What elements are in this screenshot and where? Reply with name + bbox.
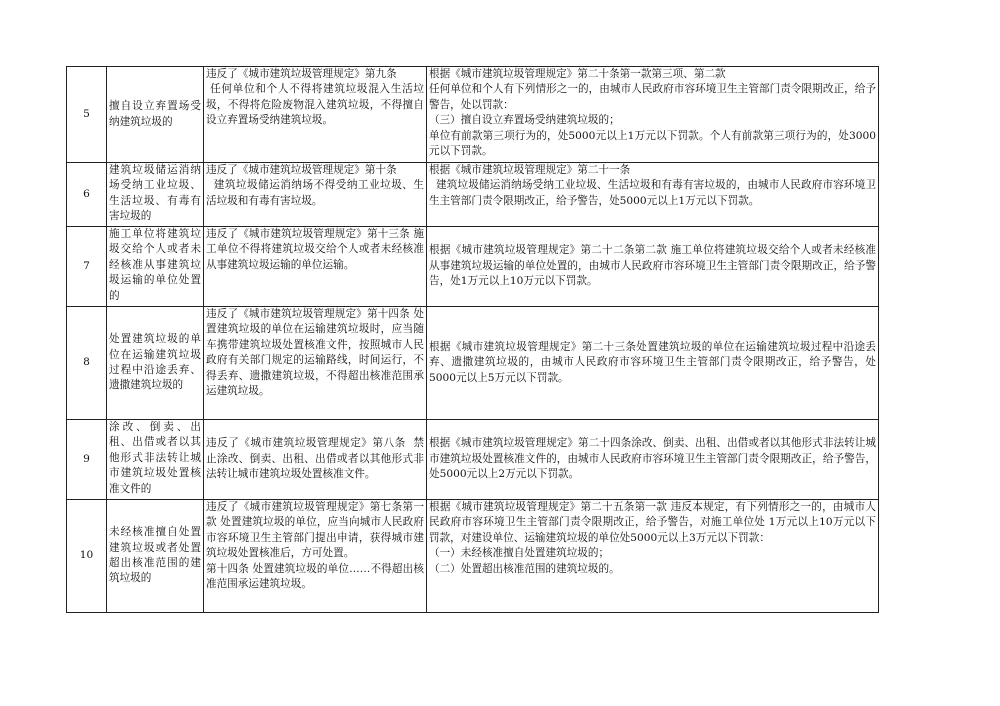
table-row — [67, 67, 879, 163]
violated-provision — [204, 500, 427, 613]
violation-item: 处置建筑垃圾的单位在运输建筑垃圾过程中沿途丢弃、遗撒建筑垃圾的 — [107, 307, 204, 420]
penalty-basis — [427, 163, 879, 227]
row-number: 7 — [67, 227, 107, 307]
provision-line: 违反了《城市建筑垃圾管理规定》第九条 — [206, 68, 397, 80]
table-row — [67, 227, 879, 307]
penalty-basis — [427, 67, 879, 163]
penalty-line: （一）未经核准擅自处置建筑垃圾的； — [429, 547, 610, 560]
violated-provision — [204, 67, 427, 163]
penalty-basis — [427, 307, 879, 420]
regulation-table — [66, 66, 879, 613]
violation-item: 未经核准擅自处置建筑垃圾或者处置超出核准范围的建筑垃圾的 — [107, 500, 204, 613]
penalty-line: 建筑垃圾储运消纳场受纳工业垃圾、生活垃圾和有毒有害垃圾的，由城市人民政府市容环境卫生主管部门责令限期改正，给予警告，处5000元以上1万元以下罚款。 — [429, 179, 876, 207]
provision-line: 违反了《城市建筑垃圾管理规定》第十条 — [206, 164, 397, 176]
violated-provision — [204, 307, 427, 420]
penalty-basis — [427, 420, 879, 500]
provision-line: 违反了《城市建筑垃圾管理规定》第八条 禁止涂改、倒卖、出租、出借或者以其他形式非法转让城市建筑垃圾处置核准文件。 — [206, 437, 424, 481]
penalty-line: 单位有前款第三项行为的，处5000元以上1万元以下罚款。个人有前款第三项行为的，处3000元以下罚款。 — [429, 129, 876, 158]
provision-line: 第十四条 处置建筑垃圾的单位……不得超出核准范围承运建筑垃圾。 — [206, 562, 424, 591]
penalty-line: （三）擅自设立弃置场受纳建筑垃圾的； — [429, 114, 620, 127]
table-row — [67, 307, 879, 420]
violation-item: 擅自设立弃置场受纳建筑垃圾的 — [107, 67, 204, 163]
violation-item: 涂改、倒卖、出租、出借或者以其他形式非法转让城市建筑垃圾处置核准文件的 — [107, 420, 204, 500]
violated-provision — [204, 163, 427, 227]
penalty-basis — [427, 500, 879, 613]
row-number: 6 — [67, 163, 107, 227]
row-number: 10 — [67, 500, 107, 613]
violated-provision — [204, 420, 427, 500]
table-row — [67, 163, 879, 227]
penalty-line: 根据《城市建筑垃圾管理规定》第二十一条 — [429, 164, 631, 176]
provision-line: 建筑垃圾储运消纳场不得受纳工业垃圾、生活垃圾和有毒有害垃圾。 — [206, 179, 424, 207]
violation-item: 施工单位将建筑垃圾交给个人或者未经核准从事建筑垃圾运输的单位处置的 — [107, 227, 204, 307]
penalty-line: 根据《城市建筑垃圾管理规定》第二十三条处置建筑垃圾的单位在运输建筑垃圾过程中沿途丢弃、遗撒建筑垃圾的，由城市人民政府市容环境卫生主管部门责令限期改正，给予警告，处5000元以上5万元以下罚款。 — [429, 340, 876, 384]
violation-item: 建筑垃圾储运消纳场受纳工业垃圾、生活垃圾、有毒有害垃圾的 — [107, 163, 204, 227]
penalty-line: 任何单位和个人有下列情形之一的，由城市人民政府市容环境卫生主管部门责令限期改正，给予警告，处以罚款： — [429, 83, 876, 111]
provision-line: 违反了《城市建筑垃圾管理规定》第十三条 施工单位不得将建筑垃圾交给个人或者未经核准从事建筑垃圾运输的单位运输。 — [206, 228, 424, 271]
table-row — [67, 420, 879, 500]
row-number: 8 — [67, 307, 107, 420]
violated-provision — [204, 227, 427, 307]
penalty-line: 根据《城市建筑垃圾管理规定》第二十二条第二款 施工单位将建筑垃圾交给个人或者未经核准从事建筑垃圾运输的单位处置的，由城市人民政府市容环境卫生主管部门责令限期改正，给予警告，处1万元以上10万元以下罚款。 — [429, 244, 876, 288]
provision-line: 违反了《城市建筑垃圾管理规定》第十四条 处置建筑垃圾的单位在运输建筑垃圾时，应当随车携带建筑垃圾处置核准文件，按照城市人民政府有关部门规定的运输路线，时间运行，不得丢弃、遗撒建筑垃圾，不得超出核准范围承运建筑垃圾。 — [206, 308, 424, 398]
row-number: 9 — [67, 420, 107, 500]
row-number: 5 — [67, 67, 107, 163]
provision-line: 违反了《城市建筑垃圾管理规定》第七条第一款 处置建筑垃圾的单位，应当向城市人民政府市容环境卫生主管部门提出申请，获得城市建筑垃圾处置核准后，方可处置。 — [206, 501, 424, 560]
penalty-line: 根据《城市建筑垃圾管理规定》第二十四条涂改、倒卖、出租、出借或者以其他形式非法转让城市建筑垃圾处置核准文件的，由城市人民政府市容环境卫生主管部门责令限期改正，给予警告，处5000元以上2万元以下罚款。 — [429, 437, 876, 481]
penalty-line: （二）处置超出核准范围的建筑垃圾的。 — [429, 562, 620, 575]
penalty-line: 根据《城市建筑垃圾管理规定》第二十五条第一款 违反本规定，有下列情形之一的，由城市人民政府市容环境卫生主管部门责令限期改正，给予警告，对施工单位处 1万元以上10万元以下罚款，对建设单位、运输建筑垃圾的单位处5000元以上3万元以下罚款： — [429, 501, 876, 544]
provision-line: 任何单位和个人不得将建筑垃圾混入生活垃圾，不得将危险废物混入建筑垃圾，不得擅自设立弃置场受纳建筑垃圾。 — [206, 83, 424, 127]
penalty-basis — [427, 227, 879, 307]
table-row — [67, 500, 879, 613]
penalty-line: 根据《城市建筑垃圾管理规定》第二十条第一款第三项、第二款 — [429, 68, 726, 80]
